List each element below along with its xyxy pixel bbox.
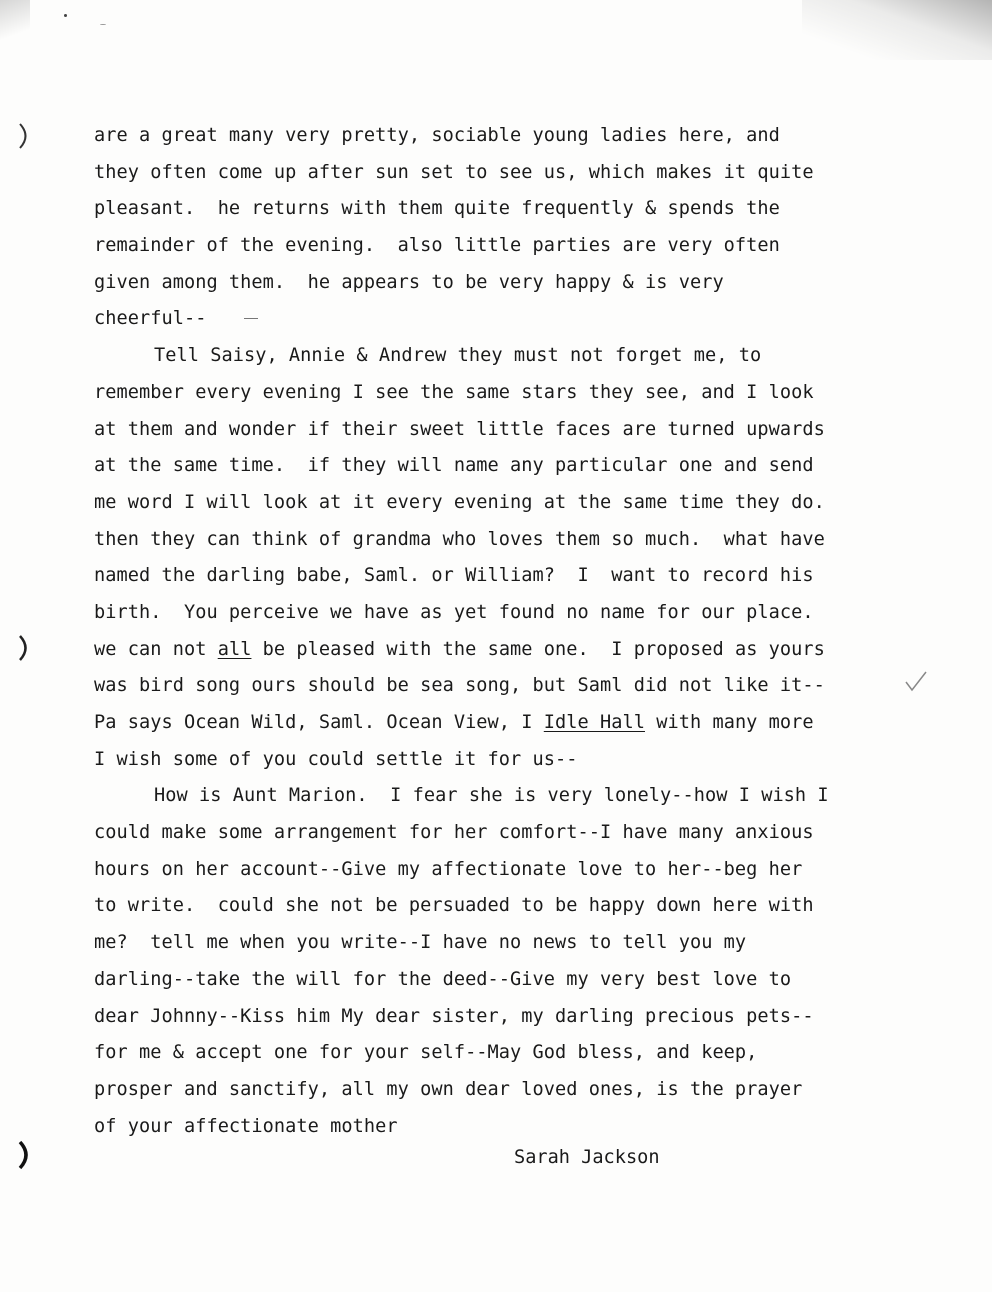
letter-line: pleasant. he returns with them quite frequently & spends the <box>94 198 780 220</box>
letter-line: they often come up after sun set to see us, which makes it quite <box>94 161 814 183</box>
letter-line <box>94 705 894 742</box>
scan-speck <box>64 14 67 17</box>
scan-shadow-top-left <box>0 0 30 40</box>
letter-line: remember every evening I see the same stars they see, and I look <box>94 381 814 403</box>
letter-line: at them and wonder if their sweet little faces are turned upwards <box>94 418 825 440</box>
signature: Sarah Jackson <box>514 1147 660 1168</box>
letter-line: are a great many very pretty, sociable young ladies here, and <box>94 125 780 146</box>
letter-line: at the same time. if they will name any particular one and send <box>94 455 814 477</box>
letter-line: then they can think of grandma who loves them so much. what have <box>94 528 825 550</box>
binder-hole-mark-top <box>18 122 32 150</box>
pencil-check-mark <box>902 668 932 698</box>
underlined-word: all <box>217 638 252 660</box>
letter-line: remainder of the evening. also little parties are very often <box>94 235 780 257</box>
letter-line: I wish some of you could settle it for us-- <box>94 748 578 770</box>
letter-line: me? tell me when you write--I have no news to tell you my <box>94 932 747 954</box>
letter-line: was bird song ours should be sea song, but Saml did not like it-- <box>94 675 825 697</box>
scan-speck <box>100 24 106 25</box>
scan-shadow-top-right <box>802 0 992 60</box>
paragraph-start-line: Tell Saisy, Annie & Andrew they must not forget me, to <box>154 345 762 367</box>
underlined-phrase: Idle Hall <box>543 712 645 733</box>
letter-line: to write. could she not be persuaded to be happy down here with <box>94 895 814 917</box>
letter-line: dear Johnny--Kiss him My dear sister, my darling precious pets-- <box>94 1005 814 1027</box>
line-text: be pleased with the same one. I proposed as yours <box>251 638 825 660</box>
letter-line: for me & accept one for your self--May God bless, and keep, <box>94 1042 758 1064</box>
letter-line: given among them. he appears to be very happy & is very <box>94 271 724 293</box>
letter-line <box>94 632 894 669</box>
letter-body <box>94 118 894 1145</box>
letter-line: birth. You perceive we have as yet found no name for our place. <box>94 601 814 623</box>
letter-line: named the darling babe, Saml. or William? I want to record his <box>94 565 814 587</box>
letter-line: of your affectionate mother <box>94 1115 398 1137</box>
letter-line: me word I will look at it every evening at the same time they do. <box>94 491 825 513</box>
letter-line: prosper and sanctify, all my own dear loved ones, is the prayer <box>94 1078 803 1100</box>
letter-line: cheerful-- <box>94 308 207 330</box>
paragraph-start-line: How is Aunt Marion. I fear she is very lonely--how I wish I <box>154 785 829 807</box>
letter-line: hours on her account--Give my affectionate love to her--beg her <box>94 858 803 880</box>
line-text: Pa says Ocean Wild, Saml. Ocean View, I <box>94 712 544 733</box>
binder-hole-mark-middle <box>18 634 32 662</box>
pencil-dash-mark <box>244 318 258 319</box>
line-text: with many more <box>644 712 814 733</box>
binder-hole-mark-bottom <box>18 1140 32 1168</box>
letter-line: could make some arrangement for her comfort--I have many anxious <box>94 822 814 844</box>
letter-line: darling--take the will for the deed--Give my very best love to <box>94 968 792 990</box>
line-text: we can not <box>94 638 218 660</box>
